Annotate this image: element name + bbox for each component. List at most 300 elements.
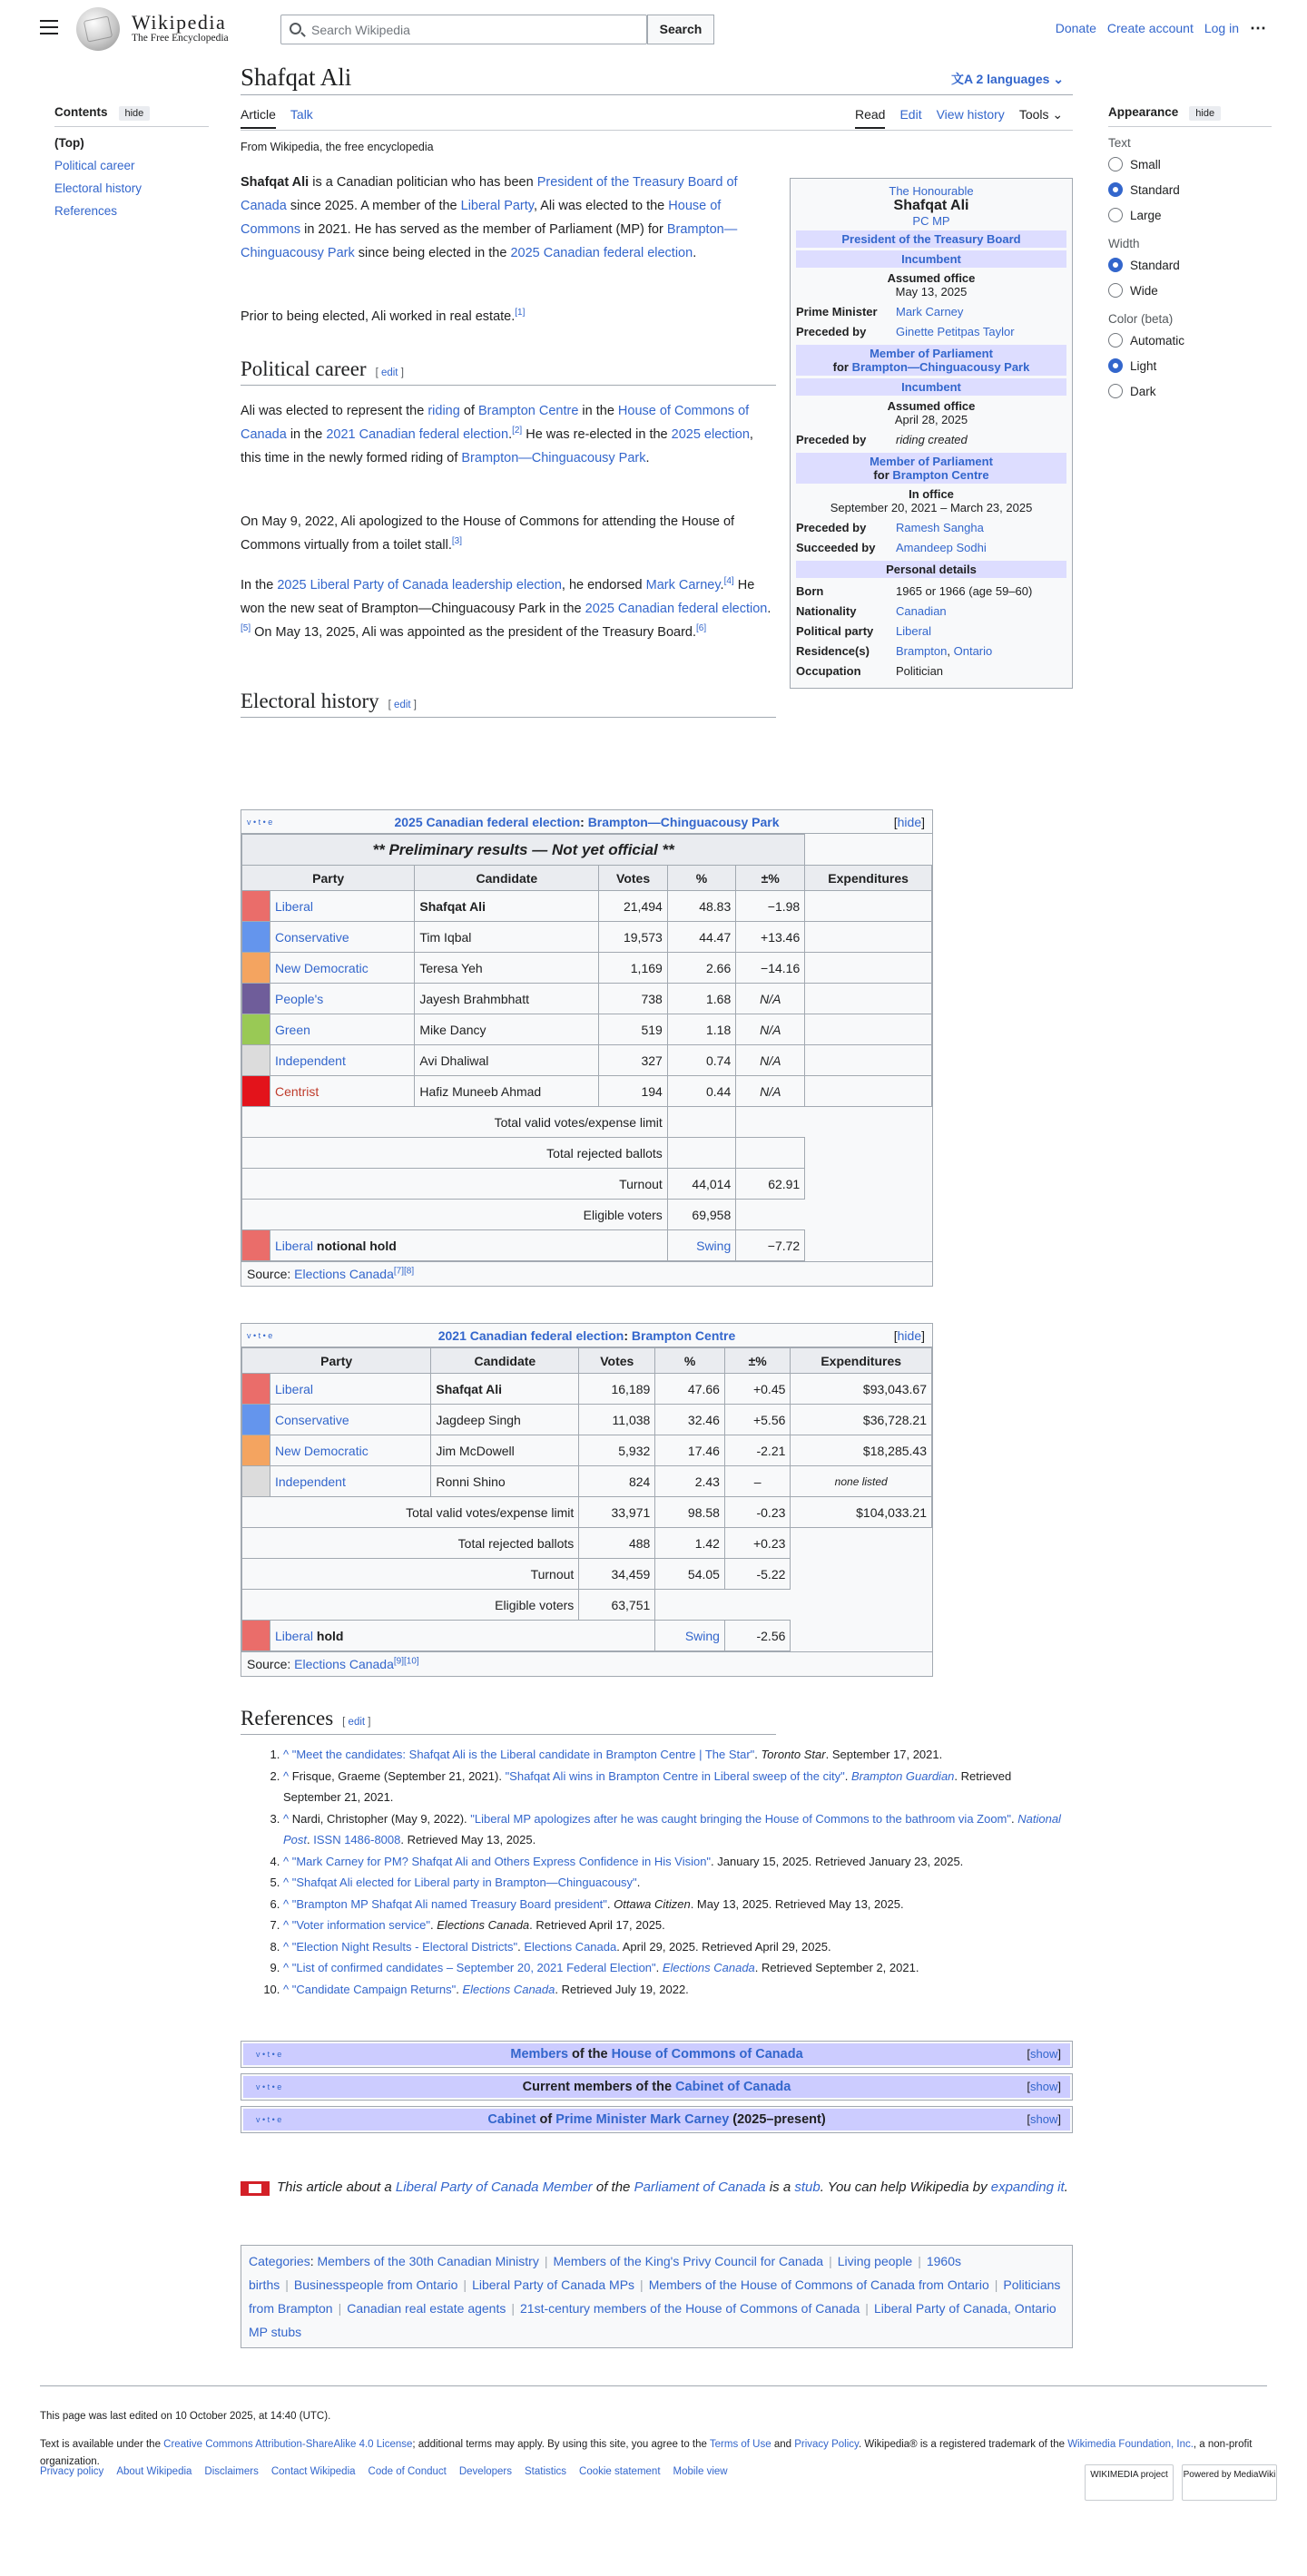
user-links: [1056, 21, 1267, 35]
percent-cell: 1.68: [667, 984, 735, 1014]
create-account-link[interactable]: Create account: [1106, 21, 1194, 35]
issn-link[interactable]: ISSN 1486-8008: [313, 1833, 401, 1846]
empty-cell: [655, 1590, 791, 1621]
totals-votes: 44,014: [667, 1169, 735, 1200]
radio-button[interactable]: [1108, 208, 1123, 222]
category-link[interactable]: Canadian real estate agents: [347, 2301, 506, 2316]
category-link[interactable]: Businesspeople from Ontario: [293, 2277, 458, 2292]
edit-link[interactable]: edit: [394, 700, 411, 710]
percent-cell: 0.74: [667, 1045, 735, 1076]
category-separator: |: [511, 2301, 515, 2316]
election-link[interactable]: 2021 Canadian federal election: [437, 1328, 624, 1343]
empty-cell: [667, 1138, 735, 1169]
privacy-link[interactable]: Privacy Policy: [794, 2439, 859, 2450]
category-link[interactable]: Politicians from Brampton: [249, 2277, 1061, 2316]
navbox-main-link[interactable]: Prime Minister Mark Carney: [555, 2112, 730, 2127]
width-wide-option[interactable]: [1108, 283, 1272, 298]
language-selector[interactable]: [951, 70, 1064, 88]
office-for: for: [873, 468, 889, 482]
search-button[interactable]: Search: [647, 15, 714, 44]
show-link[interactable]: show: [1030, 2047, 1058, 2061]
appearance-hide-button[interactable]: hide: [1189, 106, 1221, 121]
reference-link[interactable]: "Liberal MP apologizes after he was caught bringing the House of Commons to the bathroom via Zoom": [470, 1811, 1012, 1826]
office-for: for: [832, 360, 849, 374]
powered-by-mediawiki-badge[interactable]: Powered by MediaWiki: [1182, 2464, 1277, 2501]
office-riding-line: [796, 468, 1066, 482]
footer-link[interactable]: Disclaimers: [204, 2466, 259, 2477]
show-link[interactable]: show: [1030, 2080, 1058, 2093]
votes-cell: 16,189: [579, 1374, 655, 1405]
footer-link[interactable]: About Wikipedia: [116, 2466, 192, 2477]
row-label: Prime Minister: [796, 305, 878, 318]
election-link[interactable]: 2025 Canadian federal election: [394, 815, 581, 829]
categories-box: Categories: Members of the 30th Canadian Ministry | Members of the King's Privy Council for Canada | Living people | 1960s births | Businesspeople from Ontario | Liberal Party of Canada MPs | Members of the House of Commons of Canada from Ontario | Politicians from Brampton | Canadian real estate agents | 21st-century members of the House of Commons of Canada | Liberal Party of Canada, Ontario MP stubs: [241, 2245, 1073, 2348]
collapse-toggle[interactable]: [hide]: [893, 1328, 925, 1343]
category-separator: |: [918, 2254, 921, 2268]
section-edit-link[interactable]: [ edit ]: [388, 700, 417, 710]
infobox-postnominal[interactable]: PC MP: [912, 214, 950, 228]
party-link[interactable]: Liberal: [275, 898, 314, 914]
reference-item: 7. ^ "Voter information service". Elections Canada. Retrieved April 17, 2025.: [283, 1915, 1071, 1936]
page-title: Shafqat Ali: [241, 64, 352, 91]
appearance-heading: [1108, 105, 1272, 121]
tab-tools[interactable]: [1019, 107, 1063, 129]
infobox-honorific[interactable]: The Honourable: [889, 184, 974, 198]
reference-link[interactable]: "Meet the candidates: Shafqat Ali is the Liberal candidate in Brampton Centre | The Star": [291, 1748, 755, 1761]
footer-link[interactable]: Contact Wikipedia: [270, 2466, 356, 2477]
hold-party-link[interactable]: Liberal: [275, 1238, 314, 1253]
backlink[interactable]: ^: [283, 1854, 290, 1868]
link-brampton-chinguacousy-park[interactable]: Brampton—Chinguacousy Park: [241, 222, 738, 260]
table-row: [242, 922, 932, 953]
nationality-link[interactable]: Canadian: [896, 604, 947, 618]
assumed-office-label: Assumed office: [887, 399, 976, 413]
vte-links[interactable]: v • t • e: [247, 1331, 273, 1340]
succeeded-by-link[interactable]: Amandeep Sodhi: [896, 541, 987, 554]
section-title: References: [241, 1707, 334, 1729]
swing-link[interactable]: Swing: [684, 1628, 720, 1643]
citation-6[interactable]: [6]: [696, 623, 707, 634]
language-count: 2 languages: [976, 72, 1050, 86]
edit-link[interactable]: edit: [348, 1717, 366, 1728]
totals-votes: 33,971: [579, 1497, 655, 1528]
option-label: Light: [1130, 358, 1157, 373]
infobox-office-header[interactable]: President of the Treasury Board: [796, 230, 1066, 248]
radio-button[interactable]: [1108, 384, 1123, 398]
log-in-link[interactable]: Log in: [1204, 21, 1239, 35]
color-dark-option[interactable]: [1108, 384, 1272, 398]
footer-link[interactable]: Privacy policy: [40, 2466, 104, 2477]
radio-button[interactable]: [1108, 283, 1123, 298]
infobox-office-header[interactable]: [796, 345, 1066, 376]
party-link[interactable]: Independent: [275, 1053, 346, 1068]
toc-item-references[interactable]: References: [54, 204, 118, 218]
link-leadership-election[interactable]: 2025 Liberal Party of Canada leadership election: [277, 578, 562, 593]
width-standard-option[interactable]: [1108, 258, 1272, 272]
category-link[interactable]: Members of the House of Commons of Canada from Ontario: [648, 2277, 989, 2292]
donate-link[interactable]: Donate: [1055, 21, 1096, 35]
totals-label: Turnout: [242, 1169, 668, 1200]
option-label: Standard: [1130, 182, 1180, 197]
link-brampton-centre[interactable]: Brampton Centre: [477, 404, 579, 418]
career-paragraph-2: On May 9, 2022, Ali apologized to the House of Commons for attending the House of Commons virtually from a toilet stall.[3]: [241, 514, 735, 553]
reference-item: 8. ^ "Election Night Results - Electoral Districts". Elections Canada. April 29, 2025. Retrieved April 29, 2025.: [283, 1936, 1071, 1958]
navbox-title[interactable]: [243, 2109, 1070, 2130]
source-label: Source:: [247, 1267, 291, 1281]
table-row: [242, 1076, 932, 1107]
totals-label: Total rejected ballots: [242, 1138, 668, 1169]
footer-link[interactable]: Code of Conduct: [368, 2466, 447, 2477]
col-header: Votes: [579, 1348, 655, 1374]
prime-minister-link[interactable]: Mark Carney: [896, 305, 964, 318]
votes-cell: 21,494: [599, 891, 667, 922]
party-cell: [270, 1045, 415, 1076]
party-link[interactable]: Centrist: [275, 1083, 319, 1099]
caption-colon: :: [580, 815, 588, 829]
more-options-icon[interactable]: ⋯: [1250, 19, 1267, 37]
section-edit-link[interactable]: [ edit ]: [342, 1717, 371, 1728]
toc-hide-button[interactable]: hide: [119, 106, 151, 121]
table-row: [242, 891, 932, 922]
party-link[interactable]: Liberal: [275, 1381, 314, 1396]
footer-link[interactable]: Cookie statement: [579, 2466, 661, 2477]
col-header: ±%: [724, 1348, 790, 1374]
expenditures-cell: [805, 891, 932, 922]
infobox-row: [796, 584, 1066, 598]
backlink[interactable]: ^: [283, 1811, 290, 1826]
hold-party-link[interactable]: Liberal: [275, 1628, 314, 1643]
navbox-pre-link[interactable]: Members: [510, 2047, 569, 2062]
party-color-swatch: [242, 984, 270, 1014]
infobox-row: [796, 604, 1066, 618]
office-title: Member of Parliament: [870, 455, 993, 468]
category-separator: |: [285, 2277, 289, 2292]
footer-links: [40, 2466, 728, 2477]
totals-votes: 34,459: [579, 1559, 655, 1590]
percent-cell: 1.18: [667, 1014, 735, 1045]
text-size-standard-option[interactable]: [1108, 182, 1272, 197]
text-size-small-option[interactable]: [1108, 157, 1272, 171]
hold-text: notional hold: [316, 1238, 397, 1253]
empty-cell: [791, 1621, 932, 1651]
hide-link[interactable]: hide: [897, 1328, 922, 1343]
backlink[interactable]: ^: [283, 1918, 290, 1932]
party-link[interactable]: Conservative: [275, 1412, 349, 1427]
edit-link[interactable]: edit: [380, 367, 398, 378]
percent-cell: 0.44: [667, 1076, 735, 1107]
hold-text: hold: [316, 1628, 344, 1643]
row-label: Political party: [796, 624, 874, 638]
party-link[interactable]: New Democratic: [275, 1443, 369, 1458]
navbox-mid: of the: [568, 2047, 612, 2062]
navbox-main-link[interactable]: Cabinet of Canada: [675, 2080, 791, 2094]
chevron-down-icon: ⌄: [1053, 72, 1065, 86]
publisher-link[interactable]: Elections Canada: [524, 1939, 617, 1954]
link-president-treasury-board[interactable]: President of the Treasury Board of Canada: [241, 175, 738, 213]
col-header: %: [655, 1348, 725, 1374]
citation-2[interactable]: [2]: [512, 426, 523, 436]
source-link[interactable]: Elections Canada: [294, 1657, 394, 1671]
option-label: Large: [1130, 208, 1162, 222]
terms-link[interactable]: Terms of Use: [709, 2439, 771, 2450]
party-link[interactable]: Green: [275, 1022, 310, 1037]
totals-votes: 488: [579, 1528, 655, 1559]
party-color-swatch: [242, 1466, 270, 1497]
residence-city-link[interactable]: Brampton: [896, 644, 948, 658]
party-color-swatch: [242, 1045, 270, 1076]
citation-5[interactable]: [5]: [241, 623, 251, 634]
vte-links[interactable]: v • t • e: [256, 2050, 282, 2059]
link-riding[interactable]: riding: [427, 404, 460, 418]
preceded-by-value: riding created: [896, 433, 968, 446]
backlink[interactable]: ^: [283, 1748, 290, 1761]
backlink[interactable]: ^: [283, 1876, 290, 1889]
category-link[interactable]: 21st-century members of the House of Commons of Canada: [520, 2301, 860, 2316]
section-edit-link[interactable]: [ edit ]: [375, 367, 404, 378]
riding-link[interactable]: Brampton Centre: [631, 1328, 736, 1343]
votes-cell: 824: [579, 1466, 655, 1497]
link-stub[interactable]: stub: [794, 2179, 821, 2195]
totals-label: Eligible voters: [242, 1590, 579, 1621]
totals-label: Turnout: [242, 1559, 579, 1590]
appearance-panel: [1108, 105, 1272, 409]
section-heading-political-career: [241, 358, 776, 386]
col-header: Expenditures: [805, 866, 932, 891]
change-cell: N/A: [736, 1014, 805, 1045]
source-citations[interactable]: [7][8]: [393, 1266, 415, 1277]
category-separator: |: [829, 2254, 832, 2268]
wikipedia-wordmark[interactable]: [132, 11, 229, 44]
navbox-pre-link[interactable]: Cabinet: [487, 2112, 536, 2127]
navbox-show-toggle[interactable]: [show]: [1027, 2047, 1061, 2061]
source-citations[interactable]: [9][10]: [393, 1656, 419, 1667]
link-house-of-commons[interactable]: House of Commons: [241, 199, 722, 237]
row-label: Succeeded by: [796, 541, 876, 554]
vte-links[interactable]: v • t • e: [247, 818, 273, 827]
in-office-dates: September 20, 2021 – March 23, 2025: [830, 501, 1033, 514]
candidate-cell: Shafqat Ali: [415, 891, 599, 922]
reference-item: 1. ^ "Meet the candidates: Shafqat Ali is the Liberal candidate in Brampton Centre | The Star". Toronto Star. September 17, 2021.: [283, 1744, 1071, 1766]
wikimedia-project-badge[interactable]: WIKIMEDIA project: [1085, 2464, 1174, 2501]
category-link[interactable]: Members of the 30th Canadian Ministry: [317, 2254, 539, 2268]
reference-link[interactable]: "Mark Carney for PM? Shafqat Ali and Others Express Confidence in His Vision": [291, 1854, 712, 1868]
residence-value: Brampton, Ontario: [896, 644, 993, 658]
occupation-value: Politician: [896, 664, 944, 678]
wikipedia-globe-logo[interactable]: [76, 7, 120, 51]
totals-label: Total rejected ballots: [242, 1528, 579, 1559]
collapse-toggle[interactable]: [hide]: [893, 815, 925, 829]
tab-article[interactable]: Article: [241, 107, 276, 129]
party-color-swatch: [242, 922, 270, 953]
tab-read[interactable]: Read: [855, 107, 885, 129]
hide-link[interactable]: hide: [897, 815, 922, 829]
preceded-by-link[interactable]: Ginette Petitpas Taylor: [896, 325, 1015, 338]
reference-link[interactable]: "Shafqat Ali elected for Liberal party in Brampton—Chinguacousy": [291, 1876, 637, 1889]
vte-links[interactable]: v • t • e: [256, 2115, 282, 2124]
backlink[interactable]: ^: [283, 1961, 290, 1974]
born-value: 1965 or 1966 (age 59–60): [896, 584, 1033, 598]
text-size-label: Text: [1108, 136, 1131, 150]
source-label: Source:: [247, 1657, 291, 1671]
footer-link[interactable]: Developers: [458, 2466, 513, 2477]
votes-cell: 5,932: [579, 1435, 655, 1466]
party-color-swatch: [242, 891, 270, 922]
search-icon: [290, 23, 301, 34]
riding-link[interactable]: Brampton—Chinguacousy Park: [587, 815, 780, 829]
category-link[interactable]: 1960s births: [249, 2254, 962, 2292]
radio-button-selected[interactable]: [1108, 358, 1123, 373]
section-title: Electoral history: [241, 690, 379, 712]
table-row: [242, 1405, 932, 1435]
party-link[interactable]: Independent: [275, 1474, 346, 1489]
vte-links[interactable]: v • t • e: [256, 2082, 282, 2091]
tab-view-history[interactable]: View history: [936, 107, 1005, 122]
infobox-incumbent-label: Incumbent: [796, 378, 1066, 396]
office-riding: Brampton—Chinguacousy Park: [851, 360, 1030, 374]
reference-link[interactable]: "List of confirmed candidates – September 20, 2021 Federal Election": [291, 1961, 656, 1974]
party-link[interactable]: Liberal: [896, 624, 932, 638]
source-line: [241, 1261, 932, 1286]
tabs-divider: [241, 130, 1073, 131]
citation-1[interactable]: [1]: [515, 308, 526, 318]
link-2025-election[interactable]: 2025 Canadian federal election: [510, 246, 693, 260]
color-automatic-option[interactable]: [1108, 333, 1272, 348]
table-row: [242, 1014, 932, 1045]
category-link[interactable]: Living people: [837, 2254, 913, 2268]
tab-talk[interactable]: Talk: [290, 107, 313, 122]
link-liberal-party[interactable]: Liberal Party: [460, 199, 534, 213]
office-riding: Brampton Centre: [892, 468, 989, 482]
party-link[interactable]: Conservative: [275, 929, 349, 945]
reference-link[interactable]: "Shafqat Ali wins in Brampton Centre in Liberal sweep of the city": [505, 1768, 845, 1783]
reference-link[interactable]: "Election Night Results - Electoral Districts": [291, 1939, 518, 1954]
link-liberal-member[interactable]: Liberal Party of Canada Member: [395, 2179, 593, 2195]
source-line: [241, 1651, 932, 1676]
navbox-title[interactable]: [243, 2043, 1070, 2065]
link-house-of-commons-canada[interactable]: House of Commons of Canada: [241, 404, 750, 442]
preceded-by-link[interactable]: Ramesh Sangha: [896, 521, 984, 534]
change-cell: N/A: [736, 984, 805, 1014]
votes-cell: 738: [599, 984, 667, 1014]
party-color-swatch: [242, 1405, 270, 1435]
categories-label[interactable]: Categories: [249, 2254, 310, 2268]
row-label: Preceded by: [796, 521, 867, 534]
swing-link[interactable]: Swing: [696, 1238, 732, 1253]
text-size-large-option[interactable]: [1108, 208, 1272, 222]
category-link[interactable]: Liberal Party of Canada MPs: [472, 2277, 635, 2292]
backlink[interactable]: ^: [283, 1982, 290, 1996]
category-link[interactable]: Members of the King's Privy Council for Canada: [553, 2254, 824, 2268]
link-2021-election[interactable]: 2021 Canadian federal election: [326, 427, 509, 442]
navbox-show-toggle[interactable]: [show]: [1027, 2080, 1061, 2093]
link-expanding[interactable]: expanding it: [990, 2179, 1065, 2195]
footer-link[interactable]: Mobile view: [673, 2466, 728, 2477]
party-cell: [270, 1466, 431, 1497]
link-brampton-chinguacousy-park-2[interactable]: Brampton—Chinguacousy Park: [461, 451, 646, 465]
radio-button[interactable]: [1108, 333, 1123, 348]
navbox-main-link[interactable]: House of Commons of Canada: [611, 2047, 803, 2062]
main-menu-icon[interactable]: [40, 20, 58, 34]
change-cell: –: [724, 1466, 790, 1497]
search-input[interactable]: [280, 15, 647, 44]
navbox-title[interactable]: [243, 2076, 1070, 2098]
tab-edit[interactable]: Edit: [899, 107, 922, 122]
totals-label: Eligible voters: [242, 1200, 668, 1230]
category-separator: |: [463, 2277, 467, 2292]
category-link[interactable]: Liberal Party of Canada, Ontario MP stubs: [249, 2301, 1056, 2339]
footer-link[interactable]: Statistics: [525, 2466, 567, 2477]
radio-button-selected[interactable]: [1108, 182, 1123, 197]
party-link[interactable]: People's: [275, 991, 324, 1006]
infobox-office-header[interactable]: [796, 453, 1066, 484]
votes-cell: 519: [599, 1014, 667, 1045]
percent-cell: 2.66: [667, 953, 735, 984]
change-cell: +0.45: [724, 1374, 790, 1405]
toc-item-top[interactable]: (Top): [54, 136, 84, 150]
infobox-row: [796, 664, 1066, 678]
navbox-mid: of: [536, 2112, 556, 2127]
party-color-swatch: [242, 1435, 270, 1466]
wikimedia-foundation-link[interactable]: Wikimedia Foundation, Inc.: [1067, 2439, 1194, 2450]
link-2025-election-short[interactable]: 2025 election: [671, 427, 750, 442]
view-tabs: [855, 107, 1063, 129]
namespace-tabs: [241, 107, 313, 129]
site-header: [0, 0, 1307, 60]
career-paragraph-1: Ali was elected to represent the riding of Brampton Centre in the House of Commons of Canada in the 2021 Canadian federal election.[2] He was re-elected in the 2025 election, this time in the newly formed riding of Brampton—Chinguacousy Park.: [241, 404, 753, 465]
appearance-divider: [1108, 126, 1272, 127]
reference-link[interactable]: "Voter information service": [291, 1918, 431, 1932]
backlink[interactable]: ^: [283, 1896, 290, 1911]
backlink[interactable]: ^: [283, 1939, 290, 1954]
table-row: [242, 1466, 932, 1497]
party-color-swatch: [242, 953, 270, 984]
reference-link[interactable]: "Brampton MP Shafqat Ali named Treasury Board president": [291, 1896, 607, 1911]
backlink[interactable]: ^: [283, 1768, 290, 1783]
residence-province-link[interactable]: Ontario: [953, 644, 993, 658]
table-of-contents: [54, 105, 209, 227]
citation-3[interactable]: [3]: [451, 536, 462, 547]
party-link[interactable]: New Democratic: [275, 960, 369, 975]
change-cell: -2.21: [724, 1435, 790, 1466]
source-link[interactable]: Elections Canada: [294, 1267, 394, 1281]
color-light-option[interactable]: [1108, 358, 1272, 373]
license-link[interactable]: Creative Commons Attribution-ShareAlike 4.0 License: [163, 2439, 413, 2450]
career-paragraph-3: In the 2025 Liberal Party of Canada leadership election, he endorsed Mark Carney.[4] He won the new seat of Brampton—Chinguacousy Park in the 2025 Canadian federal election.[5] On May 13, 2025, Ali was appointed as the president of the Treasury Board.[6]: [241, 576, 771, 640]
toc-item-electoral-history[interactable]: Electoral history: [54, 181, 142, 195]
col-header: Candidate: [431, 1348, 579, 1374]
citation-4[interactable]: [4]: [723, 576, 734, 587]
expenditures-cell: [805, 922, 932, 953]
stub-text: This article about a Liberal Party of Canada Member of the Parliament of Canada is a stub. You can help Wikipedia by expanding it.: [277, 2179, 1068, 2195]
link-2025-federal-election[interactable]: 2025 Canadian federal election: [585, 602, 768, 616]
last-edited: This page was last edited on 10 October 2025, at 14:40 (UTC).: [40, 2411, 331, 2422]
link-parliament[interactable]: Parliament of Canada: [634, 2179, 766, 2195]
swing-value: −7.72: [736, 1230, 805, 1261]
candidate-cell: Hafiz Muneeb Ahmad: [415, 1076, 599, 1107]
toc-item-political-career[interactable]: Political career: [54, 159, 135, 172]
totals-votes: [736, 1138, 805, 1169]
link-mark-carney[interactable]: Mark Carney: [645, 578, 721, 593]
expenditures-cell: none listed: [791, 1466, 932, 1497]
show-link[interactable]: show: [1030, 2112, 1058, 2126]
assumed-office-date: April 28, 2025: [894, 413, 968, 426]
radio-button-selected[interactable]: [1108, 258, 1123, 272]
office-riding-line: [796, 360, 1066, 374]
infobox-incumbent-label: Incumbent: [796, 250, 1066, 268]
reference-link[interactable]: "Candidate Campaign Returns": [291, 1982, 457, 1996]
radio-button[interactable]: [1108, 157, 1123, 171]
navbox-show-toggle[interactable]: [show]: [1027, 2112, 1061, 2126]
